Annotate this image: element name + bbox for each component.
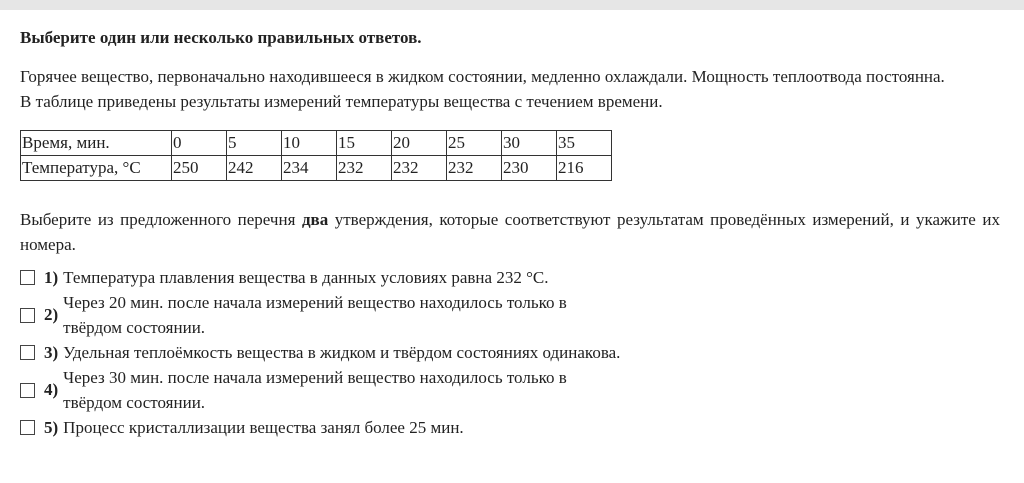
table-row-temperature xyxy=(21,156,612,181)
row-header-temperature: Температура, °C xyxy=(21,156,172,181)
top-bar xyxy=(0,0,1024,10)
table-cell: 25 xyxy=(447,131,502,156)
option-text: Через 20 мин. после начала измерений вещество находилось только в твёрдом состоянии. xyxy=(63,293,567,337)
question-text xyxy=(20,64,1004,114)
table-cell: 216 xyxy=(557,156,612,181)
answer-options xyxy=(20,265,1004,440)
table-cell: 232 xyxy=(337,156,392,181)
prompt-after: утверждения, которые соответствуют результатам проведённых измерений, и укажите их номера. xyxy=(20,210,1000,254)
checkbox[interactable] xyxy=(20,270,35,285)
table-cell: 35 xyxy=(557,131,612,156)
table-cell: 234 xyxy=(282,156,337,181)
table-row-time xyxy=(21,131,612,156)
table-cell: 242 xyxy=(227,156,282,181)
answer-option-2[interactable] xyxy=(20,290,1004,340)
answer-option-4[interactable] xyxy=(20,365,1004,415)
table-cell: 0 xyxy=(172,131,227,156)
answer-option-3[interactable] xyxy=(20,340,1004,365)
data-table xyxy=(20,130,612,181)
table-cell: 30 xyxy=(502,131,557,156)
table-cell: 20 xyxy=(392,131,447,156)
question-block xyxy=(20,28,1004,440)
answer-option-1[interactable] xyxy=(20,265,1004,290)
option-text: Температура плавления вещества в данных условиях равна 232 °C. xyxy=(63,268,549,287)
option-text: Удельная теплоёмкость вещества в жидком и твёрдом состояниях одинакова. xyxy=(63,343,621,362)
table-cell: 15 xyxy=(337,131,392,156)
option-number: 3) xyxy=(44,342,59,362)
option-text: Процесс кристаллизации вещества занял более 25 мин. xyxy=(63,418,464,437)
table-cell: 232 xyxy=(447,156,502,181)
instruction: Выберите один или несколько правильных ответов. xyxy=(20,28,422,47)
option-number: 5) xyxy=(44,417,59,437)
table-cell: 232 xyxy=(392,156,447,181)
checkbox[interactable] xyxy=(20,420,35,435)
table-cell: 10 xyxy=(282,131,337,156)
option-number: 2) xyxy=(44,305,59,324)
prompt-before: Выберите из предложенного перечня xyxy=(20,210,302,229)
checkbox[interactable] xyxy=(20,308,35,323)
option-number: 1) xyxy=(44,267,59,287)
option-text: Через 30 мин. после начала измерений вещество находилось только в твёрдом состоянии. xyxy=(63,368,567,412)
checkbox[interactable] xyxy=(20,345,35,360)
table-cell: 250 xyxy=(172,156,227,181)
option-number: 4) xyxy=(44,380,59,399)
table-cell: 230 xyxy=(502,156,557,181)
table-cell: 5 xyxy=(227,131,282,156)
question-line-2: В таблице приведены результаты измерений температуры вещества с течением времени. xyxy=(20,92,663,111)
prompt-bold: два xyxy=(301,210,329,229)
row-header-time: Время, мин. xyxy=(21,131,172,156)
checkbox[interactable] xyxy=(20,383,35,398)
question-line-1: Горячее вещество, первоначально находившееся в жидком состоянии, медленно охлаждали. Мощность теплоотвода постоянна. xyxy=(20,67,945,86)
answer-option-5[interactable] xyxy=(20,415,1004,440)
prompt-text xyxy=(20,207,1000,257)
